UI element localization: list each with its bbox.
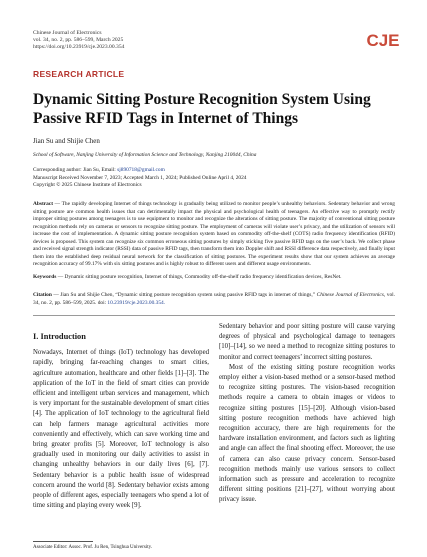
journal-name: Chinese Journal of Electronics bbox=[33, 30, 102, 36]
corresponding-prefix: Corresponding author: Jian Su, Email: bbox=[33, 167, 118, 173]
intro-paragraph-3: Most of the existing sitting posture recognition works employ either a vision-based method or a sensor-based method to recognize sitting postures. The vision-based recognition methods require a camera to obtain images or videos to recognize sitting postures [15]–[20]. Although vision-based sitting posture recognition methods have achieved high recognition accuracy, there are high requirements for the hardware installation environment, and factors such as lighting and angle can affect the final shooting effect. Moreover, the use of camera can also cause privacy concern. Sensor-based recognition methods mainly use various sensors to collect information such as pressure and acceleration to recognize different sitting positions [21]–[27], without worrying about privacy issue. bbox=[219, 363, 395, 504]
article-type-label: RESEARCH ARTICLE bbox=[33, 69, 125, 79]
author-email-link[interactable]: sj890718@gmail.com bbox=[117, 167, 165, 173]
journal-volume: vol. 34, no. 2, pp. 586–599, March 2025 bbox=[33, 37, 124, 44]
paper-title: Dynamic Sitting Posture Recognition System Using Passive RFID Tags in Internet of Things bbox=[33, 91, 371, 127]
svg-text:CJE: CJE bbox=[366, 31, 400, 50]
citation-journal: Chinese Journal of Electronics bbox=[316, 292, 384, 298]
associate-editor-footnote: Associate Editor: Assoc. Prof. Ju Ren, Tsinghua University. bbox=[33, 545, 153, 550]
section-heading: I. Introduction bbox=[33, 332, 86, 341]
keywords-block bbox=[33, 274, 395, 282]
copyright-line: Copyright © 2025 Chinese Institute of Electronics bbox=[33, 182, 142, 189]
footnote-divider bbox=[33, 541, 93, 542]
intro-paragraph-1: Nowadays, Internet of things (IoT) technology has developed rapidly, bringing far-reaching changes to smart cities, agriculture automation, healthcare and other fields [1]–[3]. The application of the IoT in the field of smart cities can provide efficient and intelligent urban services and management, which is very important for the sustainable development of smart cities [4]. The application of IoT technology to the agricultural field can help farmers manage agricultural activities more conveniently and effectively, which can save working time and bring greater profits [5]. Moreover, IoT technology is also gradually used in monitoring our daily activities to assist in changing unhealthy behaviors in our daily lives [6], [7]. Sedentary behavior is a public health issue of widespread concern around the world [8]. Sedentary behavior exists among people of different ages, especially teenagers who spend a lot of time sitting and playing every week [9]. bbox=[33, 349, 209, 510]
citation-label: Citation bbox=[33, 292, 52, 298]
journal-header bbox=[33, 30, 403, 70]
section-divider bbox=[33, 315, 395, 316]
keywords-text: — Dynamic sitting posture recognition, Internet of things, Commodity off-the-shelf radio frequency identification devices, ResNet. bbox=[56, 274, 342, 280]
cje-logo bbox=[363, 30, 403, 50]
paper-authors: Jian Su and Shijie Chen bbox=[33, 137, 100, 145]
keywords-label: Keywords bbox=[33, 274, 57, 280]
manuscript-dates: Manuscript Received November 7, 2023; Accepted March 1, 2024; Published Online April 4, 2024 bbox=[33, 174, 247, 181]
manuscript-meta bbox=[33, 167, 395, 190]
corresponding-author bbox=[33, 167, 395, 175]
journal-info bbox=[33, 30, 403, 52]
abstract-text: — The rapidly developing Internet of things technology is gradually being utilized to monitor people’s unhealthy behaviors. Sedentary behavior and wrong sitting posture are common health issues that can detrimentally impact the physical and psychological health of teenagers. An effective way to promptly rectify improper sitting postures among teenagers is to use equipment to monitor and recognize the alterations of sitting posture. The majority of conventional sitting posture recognition methods rely on cameras or sensors to recognize sitting posture. The employment of cameras will violate user’s privacy, and the utilization of sensors will increase the cost of implementation. A dynamic sitting posture recognition system based on commodity off-the-shelf (COTS) radio frequency identification (RFID) devices is proposed. This system can recognize six common erroneous sitting postures by simply sticking five passive RFID tags on the user’s back. We collect phase and received signal strength indicator (RSSI) data of passive RFID tags, then transform them into Doppler shift and RSSI difference data respectively, and finally input them into the established deep residual neural network for the classification of sitting postures. The experiment results show that our system achieves an average recognition accuracy of 99.17% with six sitting postures and is highly robust to different users and different usage environments. bbox=[33, 201, 395, 268]
abstract-label: Abstract bbox=[33, 201, 54, 207]
intro-paragraph-2: Sedentary behavior and poor sitting posture will cause varying degrees of physical and psychological damage to teenagers [10]–[14], so we need a method to recognize sitting postures to monitor and correct teenagers’ incorrect sitting postures. bbox=[219, 323, 395, 361]
author-affiliation: School of Software, Nanjing University of Information Science and Technology, Nanjing 210044, China bbox=[33, 152, 257, 158]
left-column bbox=[33, 322, 209, 511]
citation-tail: , vol. 34, no. 2, pp. 586–599, 2025. doi: bbox=[33, 292, 395, 306]
citation-text: — Jian Su and Shijie Chen, “Dynamic sitting posture recognition system using passive RFID tags in internet of things,” bbox=[51, 292, 317, 298]
journal-doi-link[interactable]: https://doi.org/10.23919/cje.2023.00.354 bbox=[33, 44, 125, 51]
right-column bbox=[219, 322, 395, 506]
citation-doi-link[interactable]: 10.23919/cje.2023.00.354. bbox=[107, 299, 166, 306]
citation-block bbox=[33, 292, 395, 307]
cje-logo-mark bbox=[363, 30, 403, 50]
abstract-block bbox=[33, 201, 395, 269]
